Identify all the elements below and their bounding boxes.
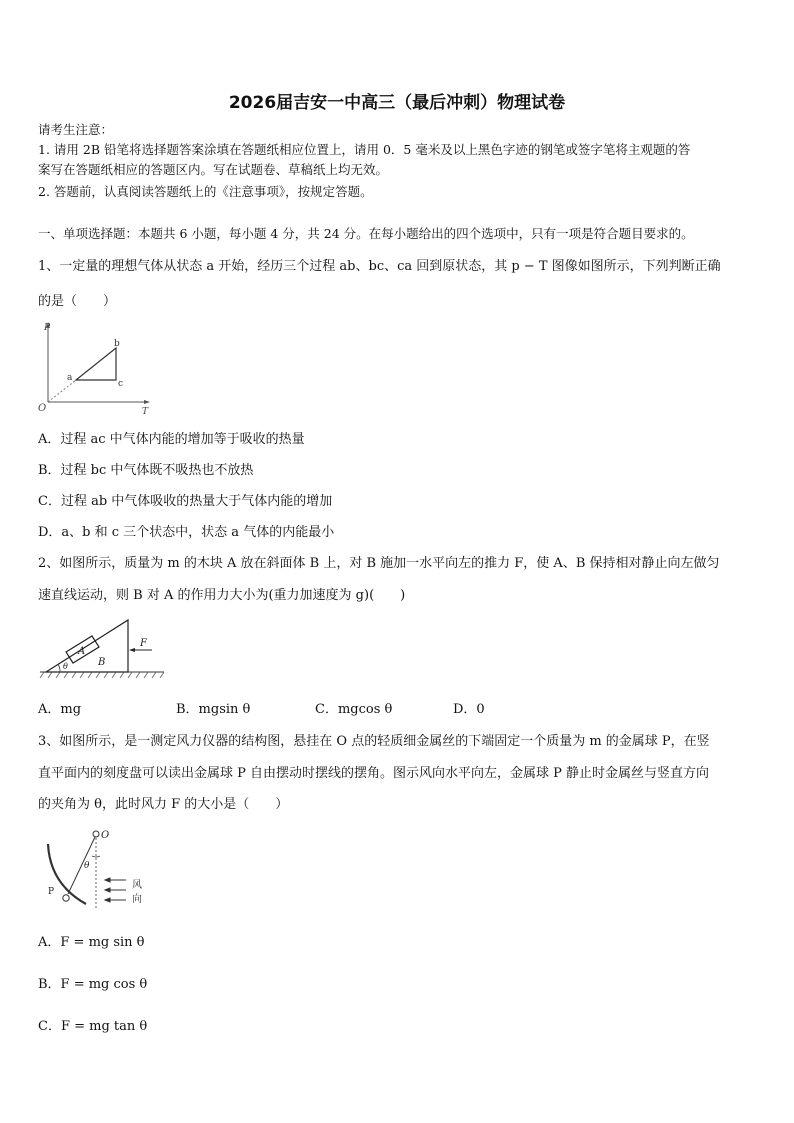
notice-heading: 请考生注意：	[38, 122, 114, 137]
q3-wind-label-2: 向	[132, 894, 142, 905]
q3-stem-line-2: 直平面内的刻度盘可以读出金属球 P 自由摆动时摆线的摆角。图示风向水平向左，金属球 P 静止时金属丝与竖直方向	[38, 766, 710, 781]
q2-a-label: A	[78, 646, 86, 657]
q2-option-b[interactable]: B．mgsin θ	[176, 702, 251, 717]
q1-option-c[interactable]: C．过程 ab 中气体吸收的热量大于气体内能的增加	[38, 494, 333, 509]
q1-t-label: T	[142, 407, 149, 416]
q2-incline-diagram	[38, 612, 168, 680]
q1-option-b[interactable]: B．过程 bc 中气体既不吸热也不放热	[38, 463, 254, 478]
q1-state-a-label: a	[67, 373, 73, 383]
q3-theta-label: θ	[84, 861, 90, 871]
q3-ball-p	[63, 895, 69, 901]
q3-theta-arc	[92, 856, 100, 857]
q2-stem-line-1: 2、如图所示，质量为 m 的木块 A 放在斜面体 B 上，对 B 施加一水平向左的推力 F，使 A、B 保持相对静止向左做匀	[38, 556, 720, 571]
q2-stem-line-2: 速直线运动，则 B 对 A 的作用力大小为(重力加速度为 g)( )	[38, 588, 406, 603]
q2-b-label: B	[98, 657, 106, 668]
q1-stem-line-1: 1、一定量的理想气体从状态 a 开始，经历三个过程 ab、bc、ca 回到原状态，其 p − T 图像如图所示，下列判断正确	[38, 259, 721, 274]
q3-stem-line-3: 的夹角为 θ，此时风力 F 的大小是（ ）	[38, 797, 289, 812]
q3-o-label: O	[101, 830, 110, 841]
q1-state-b-label: b	[114, 339, 120, 349]
q2-theta-arc	[58, 664, 60, 672]
q1-state-c-label: c	[118, 379, 124, 389]
q3-wind-label-1: 风	[132, 880, 142, 891]
q2-f-label: F	[140, 638, 147, 649]
q1-origin-label: O	[38, 403, 47, 414]
q2-ground-hatch	[40, 672, 164, 678]
notice-line-2: 案写在答题纸相应的答题区内。写在试题卷、草稿纸上均无效。	[38, 162, 389, 177]
q1-pt-diagram	[36, 318, 156, 416]
q3-wind-arrows	[105, 878, 126, 902]
q3-p-label: P	[48, 887, 55, 897]
q3-pivot-o	[93, 831, 99, 837]
q1-p-label: P	[44, 323, 51, 333]
q3-option-a[interactable]: A．F = mg sin θ	[38, 935, 145, 950]
q3-option-c[interactable]: C．F = mg tan θ	[38, 1019, 148, 1034]
q3-wind-meter-diagram	[40, 826, 158, 912]
notice-line-1: 1. 请用 2B 铅笔将选择题答案涂填在答题纸相应位置上，请用 0．5 毫米及以上黑色字迹的钢笔或签字笔将主观题的答	[38, 142, 691, 157]
notice-line-3: 2. 答题前，认真阅读答题纸上的《注意事项》，按规定答题。	[38, 184, 373, 199]
q1-cycle-triangle	[76, 348, 116, 380]
section-heading: 一、单项选择题：本题共 6 小题，每小题 4 分，共 24 分。在每小题给出的四个选项中，只有一项是符合题目要求的。	[38, 226, 694, 241]
q2-option-c[interactable]: C．mgcos θ	[315, 702, 393, 717]
q2-option-a[interactable]: A．mg	[38, 702, 82, 717]
q2-force-arrow-icon	[129, 648, 135, 652]
q1-option-d[interactable]: D．a、b 和 c 三个状态中，状态 a 气体的内能最小	[38, 525, 335, 540]
q1-option-a[interactable]: A．过程 ac 中气体内能的增加等于吸收的热量	[38, 432, 305, 447]
q2-option-d[interactable]: D．0	[453, 702, 485, 717]
q2-theta-label: θ	[63, 662, 68, 671]
q1-dashed-line	[48, 380, 76, 402]
q1-t-arrow-icon	[144, 400, 150, 404]
q3-wire	[68, 837, 95, 894]
q3-stem-line-1: 3、如图所示，是一测定风力仪器的结构图，悬挂在 O 点的轻质细金属丝的下端固定一个质量为 m 的金属球 P，在竖	[38, 734, 710, 749]
page-title: 2026届吉安一中高三（最后冲刺）物理试卷	[228, 93, 566, 113]
q1-stem-line-2: 的是（ ）	[38, 294, 117, 309]
q3-option-b[interactable]: B．F = mg cos θ	[38, 977, 148, 992]
